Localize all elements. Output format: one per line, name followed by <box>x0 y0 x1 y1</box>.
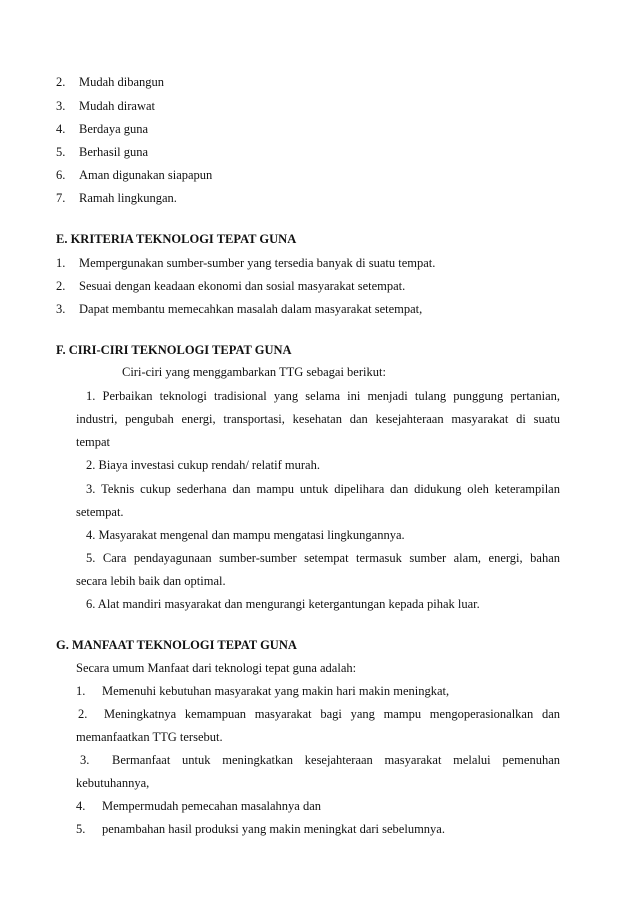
paragraph-line: secara lebih baik dan optimal. <box>76 574 226 588</box>
list-text: Berdaya guna <box>79 122 149 136</box>
paragraph-line: memanfaatkan TTG tersebut. <box>76 730 223 744</box>
list-text: Berhasil guna <box>79 145 149 159</box>
paragraph-line: 4. Masyarakat mengenal dan mampu mengatasi lingkungannya. <box>86 528 405 542</box>
list-number: 3. <box>56 99 66 113</box>
list-number: 1. <box>56 256 66 270</box>
list-text: Dapat membantu memecahkan masalah dalam masyarakat setempat, <box>79 302 423 316</box>
paragraph-line: Meningkatnya kemampuan masyarakat bagi yang mampu mengoperasionalkan dan <box>104 707 560 721</box>
list-text: Memenuhi kebutuhan masyarakat yang makin hari makin meningkat, <box>102 684 450 698</box>
paragraph-line: Bermanfaat untuk meningkatkan kesejahteraan masyarakat melalui pemenuhan <box>112 753 560 767</box>
paragraph-line: industri, pengubah energi, transportasi, kesehatan dan kesejahteraan masyarakat di suatu <box>76 412 560 426</box>
list-text: Sesuai dengan keadaan ekonomi dan sosial masyarakat setempat. <box>79 279 406 293</box>
list-number: 2. <box>78 707 88 721</box>
paragraph-line: 5. Cara pendayagunaan sumber-sumber setempat termasuk sumber alam, energi, bahan <box>86 551 560 565</box>
list-number: 6. <box>56 168 66 182</box>
paragraph-line: 2. Biaya investasi cukup rendah/ relatif murah. <box>86 458 320 472</box>
list-number: 4. <box>76 799 86 813</box>
section-heading-f: F. CIRI-CIRI TEKNOLOGI TEPAT GUNA <box>56 343 292 357</box>
list-number: 4. <box>56 122 66 136</box>
list-number: 5. <box>76 822 86 836</box>
paragraph-line: 3. Teknis cukup sederhana dan mampu untuk dipelihara dan didukung oleh keterampilan <box>86 482 560 496</box>
paragraph-line: 6. Alat mandiri masyarakat dan mengurangi ketergantungan kepada pihak luar. <box>86 597 480 611</box>
paragraph-line: setempat. <box>76 505 124 519</box>
list-text: Mudah dibangun <box>79 75 165 89</box>
list-text: penambahan hasil produksi yang makin meningkat dari sebelumnya. <box>102 822 445 836</box>
paragraph-line: 1. Perbaikan teknologi tradisional yang selama ini menjadi tulang punggung pertanian, <box>86 389 560 403</box>
list-number: 2. <box>56 75 66 89</box>
list-number: 3. <box>80 753 90 767</box>
list-number: 2. <box>56 279 66 293</box>
list-number: 3. <box>56 302 66 316</box>
list-text: Aman digunakan siapapun <box>79 168 213 182</box>
list-text: Mudah dirawat <box>79 99 156 113</box>
list-number: 5. <box>56 145 66 159</box>
list-number: 1. <box>76 684 86 698</box>
paragraph-line: kebutuhannya, <box>76 776 150 790</box>
section-intro: Secara umum Manfaat dari teknologi tepat guna adalah: <box>76 661 357 675</box>
list-text: Mempergunakan sumber-sumber yang tersedia banyak di suatu tempat. <box>79 256 436 270</box>
list-text: Ramah lingkungan. <box>79 191 177 205</box>
list-text: Mempermudah pemecahan masalahnya dan <box>102 799 322 813</box>
section-heading-e: E. KRITERIA TEKNOLOGI TEPAT GUNA <box>56 232 297 246</box>
paragraph-line: tempat <box>76 435 111 449</box>
section-intro: Ciri-ciri yang menggambarkan TTG sebagai berikut: <box>122 365 386 379</box>
list-number: 7. <box>56 191 66 205</box>
section-heading-g: G. MANFAAT TEKNOLOGI TEPAT GUNA <box>56 638 297 652</box>
